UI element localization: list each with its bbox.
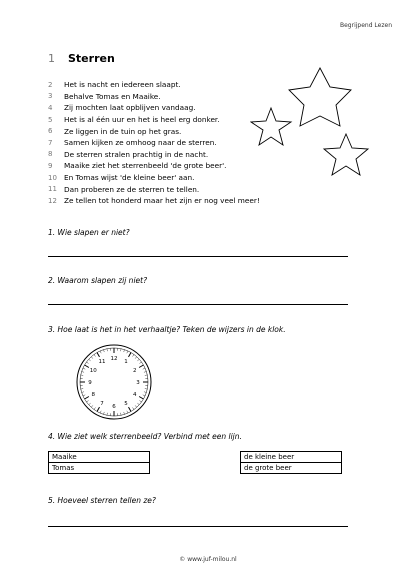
match-right-box bbox=[240, 451, 342, 474]
line-number: 6 bbox=[48, 127, 53, 136]
line-text: En Tomas wijst 'de kleine beer' aan. bbox=[64, 173, 195, 183]
story-line bbox=[48, 195, 348, 207]
clock-tick bbox=[85, 397, 89, 400]
line-number: 8 bbox=[48, 150, 53, 159]
match-left-box bbox=[48, 451, 150, 474]
line-number: 7 bbox=[48, 138, 53, 147]
clock-tick bbox=[85, 365, 89, 368]
clock-tick bbox=[91, 405, 93, 407]
clock-number: 11 bbox=[98, 359, 106, 366]
clock-tick bbox=[129, 407, 132, 411]
clock-tick bbox=[100, 351, 101, 353]
page-title: Sterren bbox=[68, 52, 115, 65]
worksheet-header: Begrijpend Lezen bbox=[339, 22, 392, 29]
line-text: Ze tellen tot honderd maar het zijn er nog veel meer! bbox=[64, 196, 260, 206]
clock-tick bbox=[139, 401, 141, 402]
clock-tick bbox=[124, 350, 125, 352]
clock-face[interactable] bbox=[74, 342, 154, 422]
line-text: Het is al één uur en het is heel erg donker. bbox=[64, 115, 220, 125]
question-2: 2. Waarom slapen zij niet? bbox=[48, 276, 148, 285]
clock-number: 1 bbox=[124, 359, 128, 366]
clock-tick bbox=[137, 403, 139, 405]
stars-illustration bbox=[250, 62, 390, 192]
clock-number: 6 bbox=[112, 404, 116, 410]
question-3: 3. Hoe laat is het in het verhaaltje? Teken de wijzers in de klok. bbox=[48, 325, 286, 334]
clock-number: 8 bbox=[91, 392, 95, 398]
line-text: Behalve Tomas en Maaike. bbox=[64, 91, 161, 101]
line-number: 2 bbox=[48, 80, 53, 89]
clock-tick bbox=[133, 354, 134, 356]
title-line-number: 1 bbox=[48, 52, 55, 65]
clock-tick bbox=[145, 375, 147, 376]
line-text: Samen kijken ze omhoog naar de sterren. bbox=[64, 138, 217, 148]
clock-tick bbox=[86, 362, 88, 363]
question-1: 1. Wie slapen er niet? bbox=[48, 228, 130, 237]
clock-tick bbox=[97, 407, 100, 411]
clock-number: 5 bbox=[124, 400, 128, 407]
match-right-item[interactable]: de grote beer bbox=[244, 464, 292, 472]
clock-tick bbox=[127, 351, 128, 353]
match-left-item[interactable]: Tomas bbox=[52, 464, 75, 472]
star-icon bbox=[324, 134, 368, 175]
answer-line-2[interactable] bbox=[48, 304, 348, 305]
line-number: 11 bbox=[48, 185, 57, 194]
star-icon bbox=[289, 68, 351, 126]
line-number: 10 bbox=[48, 173, 57, 182]
clock-tick bbox=[143, 395, 145, 396]
line-number: 3 bbox=[48, 92, 53, 101]
clock-tick bbox=[89, 359, 91, 361]
clock-number: 3 bbox=[136, 380, 140, 386]
clock-number: 4 bbox=[133, 392, 137, 398]
clock-tick bbox=[107, 413, 108, 415]
line-number: 9 bbox=[48, 161, 53, 170]
clock-tick bbox=[144, 392, 146, 393]
line-number: 5 bbox=[48, 115, 53, 124]
answer-line-5[interactable] bbox=[48, 526, 348, 527]
clock-tick bbox=[121, 349, 122, 351]
clock-tick bbox=[97, 353, 100, 357]
match-right-item[interactable]: de kleine beer bbox=[241, 452, 341, 463]
clock-tick bbox=[144, 371, 146, 372]
clock-number: 10 bbox=[89, 368, 97, 374]
clock-tick bbox=[139, 362, 141, 363]
clock-tick bbox=[100, 411, 101, 413]
clock-tick bbox=[83, 395, 85, 396]
line-text: De sterren stralen prachtig in de nacht. bbox=[64, 149, 209, 159]
clock-tick bbox=[86, 401, 88, 402]
clock-number: 7 bbox=[100, 400, 104, 407]
clock-tick bbox=[135, 357, 137, 359]
clock-tick bbox=[129, 353, 132, 357]
line-text: Zij mochten laat opblijven vandaag. bbox=[64, 103, 196, 113]
clock-tick bbox=[127, 411, 128, 413]
clock-tick bbox=[82, 392, 84, 393]
line-text: Maaike ziet het sterrenbeeld 'de grote beer'. bbox=[64, 161, 227, 171]
clock-number: 9 bbox=[88, 380, 92, 386]
title-row bbox=[48, 52, 115, 65]
clock-tick bbox=[135, 405, 137, 407]
match-left-item[interactable]: Maaike bbox=[49, 452, 149, 463]
line-text: Het is nacht en iedereen slaapt. bbox=[64, 80, 181, 90]
clock-tick bbox=[137, 359, 139, 361]
clock-number: 12 bbox=[110, 356, 118, 362]
clock-tick bbox=[81, 375, 83, 376]
clock-tick bbox=[133, 407, 134, 409]
clock-number: 2 bbox=[133, 368, 137, 374]
clock-tick bbox=[124, 412, 125, 414]
clock-tick bbox=[83, 368, 85, 369]
star-icon bbox=[251, 108, 291, 145]
clock-tick bbox=[139, 365, 143, 368]
clock-tick bbox=[91, 357, 93, 359]
clock-tick bbox=[139, 397, 143, 400]
clock-tick bbox=[94, 354, 95, 356]
clock-tick bbox=[143, 368, 145, 369]
line-number: 12 bbox=[48, 196, 57, 205]
line-text: Dan proberen ze de sterren te tellen. bbox=[64, 184, 200, 194]
clock-tick bbox=[121, 413, 122, 415]
line-text: Ze liggen in de tuin op het gras. bbox=[64, 126, 182, 136]
line-number: 4 bbox=[48, 103, 53, 112]
clock-tick bbox=[89, 403, 91, 405]
question-4: 4. Wie ziet welk sterrenbeeld? Verbind met een lijn. bbox=[48, 432, 242, 441]
clock-tick bbox=[107, 349, 108, 351]
clock-tick bbox=[145, 389, 147, 390]
answer-line-1[interactable] bbox=[48, 256, 348, 257]
clock-tick bbox=[82, 371, 84, 372]
clock-tick bbox=[94, 407, 95, 409]
question-5: 5. Hoeveel sterren tellen ze? bbox=[48, 496, 156, 505]
clock-tick bbox=[103, 350, 104, 352]
clock-tick bbox=[103, 412, 104, 414]
clock-tick bbox=[81, 389, 83, 390]
footer-copyright: © www.juf-milou.nl bbox=[179, 556, 237, 563]
